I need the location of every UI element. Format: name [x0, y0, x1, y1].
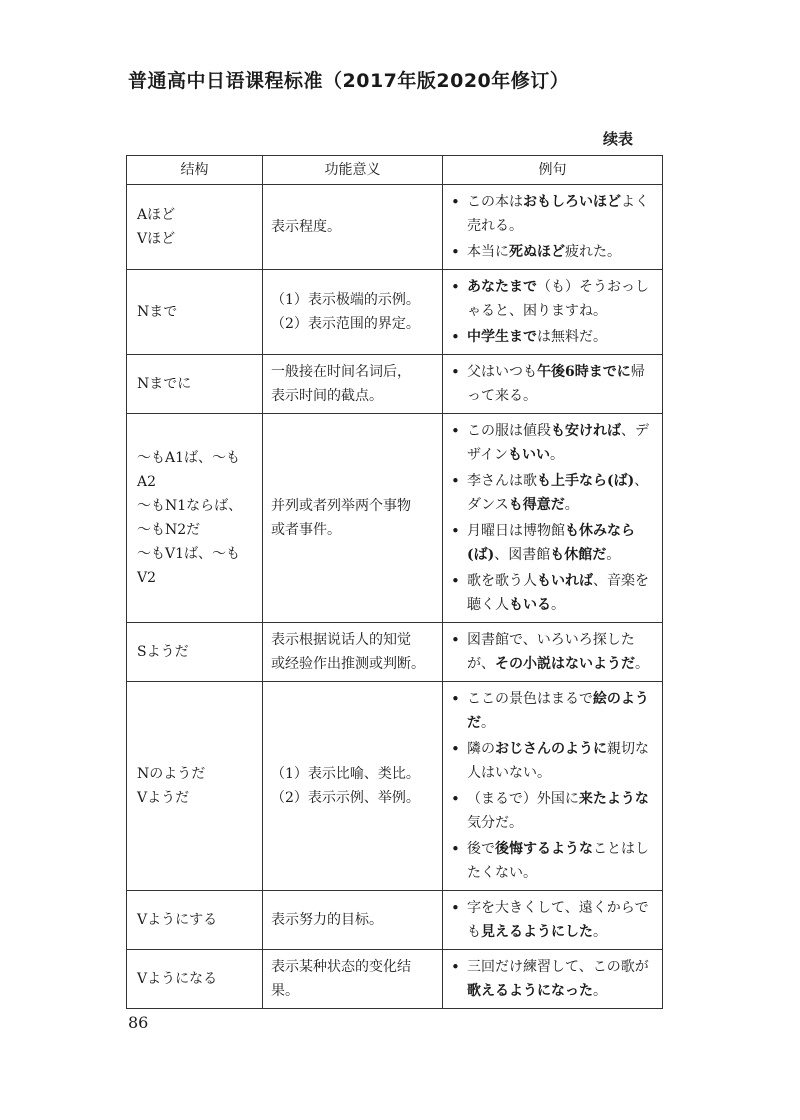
- function-cell: [263, 185, 443, 270]
- structure-cell: [127, 950, 263, 1009]
- example-sentence: [449, 519, 654, 567]
- structure-line: V2: [137, 570, 157, 586]
- example-target-phrase: 絵のようだ: [467, 691, 649, 731]
- function-line: 一般接在时间名词后，: [271, 364, 411, 380]
- example-sentence: [449, 737, 654, 785]
- examples-cell: [443, 185, 663, 270]
- function-cell: [263, 623, 443, 682]
- example-sentence: [449, 419, 654, 467]
- example-target-phrase: あなたまで: [467, 279, 537, 295]
- page-title: 普通高中日语课程标准（2017年版2020年修订）: [128, 70, 570, 92]
- structure-cell: [127, 891, 263, 950]
- function-line: （2）表示示例、举例。: [271, 790, 420, 806]
- example-sentence: [449, 955, 654, 1003]
- structure-line: Sようだ: [137, 644, 189, 660]
- example-target-phrase: 死ぬほど: [509, 244, 565, 260]
- example-sentence: [449, 240, 654, 264]
- examples-cell: [443, 270, 663, 355]
- example-list: [449, 896, 654, 944]
- example-text: は無料だ。: [537, 329, 607, 345]
- example-text: 歌を歌う人: [467, 573, 537, 589]
- structure-line: A2: [137, 474, 157, 490]
- example-sentence: [449, 569, 654, 617]
- structure-line: Vようになる: [137, 971, 218, 987]
- structure-line: Nのようだ: [137, 766, 206, 782]
- example-text: 、デザイン: [467, 423, 649, 463]
- example-text: 。: [550, 447, 565, 463]
- examples-cell: [443, 682, 663, 891]
- column-header-function: 功能意义: [263, 156, 443, 185]
- example-target-phrase: 午後6時までに: [537, 364, 631, 380]
- example-text: 李さんは歌: [467, 473, 537, 489]
- example-text: この本は: [467, 194, 523, 210]
- function-cell: [263, 682, 443, 891]
- function-line: 表示根据说话人的知觉: [271, 632, 411, 648]
- example-target-phrase: も上手なら(ば): [537, 473, 635, 489]
- example-list: [449, 360, 654, 408]
- function-cell: [263, 414, 443, 623]
- example-target-phrase: 見えるようにした: [481, 924, 593, 940]
- example-target-phrase: もいい: [508, 447, 551, 463]
- structure-line: ～もA1ば、～も: [137, 450, 241, 466]
- function-cell: [263, 891, 443, 950]
- table-row: [127, 623, 663, 682]
- example-text: 。: [481, 715, 495, 731]
- structure-line: Vようにする: [137, 912, 218, 928]
- example-sentence: [449, 190, 654, 238]
- examples-cell: [443, 891, 663, 950]
- example-target-phrase: その小説はないようだ: [495, 656, 635, 672]
- table-row: [127, 270, 663, 355]
- example-text: 親切な人はいない。: [467, 741, 649, 781]
- function-cell: [263, 355, 443, 414]
- example-target-phrase: もいる: [509, 597, 551, 613]
- example-text: 本当に: [467, 244, 509, 260]
- structure-line: Aほど: [137, 207, 176, 223]
- example-text: 字を大きくして、遠くからでも: [467, 900, 649, 940]
- example-text: 隣の: [467, 741, 495, 757]
- example-sentence: [449, 687, 654, 735]
- example-target-phrase: おじさんのように: [495, 741, 607, 757]
- example-text: 図書館で、いろいろ探したが、: [467, 632, 635, 672]
- function-line: 表示程度。: [271, 219, 341, 235]
- table-row: [127, 682, 663, 891]
- structure-line: ～もN2だ: [137, 522, 201, 538]
- example-sentence: [449, 469, 654, 517]
- example-list: [449, 628, 654, 676]
- example-target-phrase: も休館だ: [550, 547, 607, 563]
- example-text: 疲れた。: [565, 244, 621, 260]
- example-text: 。: [564, 497, 579, 513]
- function-line: 果。: [271, 983, 299, 999]
- function-line: 或者事件。: [271, 522, 341, 538]
- examples-cell: [443, 414, 663, 623]
- structure-line: Nまで: [137, 304, 178, 320]
- structure-line: Vほど: [137, 231, 176, 247]
- function-line: （1）表示极端的示例。: [271, 292, 420, 308]
- example-text: 、図書館: [494, 547, 551, 563]
- structure-cell: [127, 270, 263, 355]
- example-text: 後で: [467, 841, 495, 857]
- example-text: （も）そうおっしゃると、困りますね。: [467, 279, 649, 319]
- table-row: [127, 355, 663, 414]
- example-sentence: [449, 360, 654, 408]
- example-list: [449, 687, 654, 885]
- example-text: この服は値段: [467, 423, 551, 439]
- example-sentence: [449, 837, 654, 885]
- examples-cell: [443, 355, 663, 414]
- function-line: 表示时间的截点。: [271, 388, 383, 404]
- examples-cell: [443, 950, 663, 1009]
- example-text: 。: [606, 547, 621, 563]
- example-target-phrase: も得意だ: [508, 497, 565, 513]
- table-body: [127, 185, 663, 1009]
- structure-line: ～もV1ば、～も: [137, 546, 241, 562]
- example-list: [449, 419, 654, 617]
- structure-line: Nまでに: [137, 376, 192, 392]
- example-sentence: [449, 896, 654, 944]
- function-line: 表示某种状态的变化结: [271, 959, 411, 975]
- table-row: [127, 891, 663, 950]
- example-text: 気分だ。: [467, 815, 523, 831]
- example-target-phrase: 歌えるようになった: [467, 983, 593, 999]
- example-target-phrase: も休みなら(ば): [467, 523, 635, 563]
- example-text: 。: [635, 656, 649, 672]
- continued-label: 续表: [603, 130, 634, 148]
- example-text: 父はいつも: [467, 364, 537, 380]
- example-target-phrase: 来たような: [578, 791, 649, 807]
- example-target-phrase: 中学生まで: [467, 329, 537, 345]
- example-text: 。: [593, 983, 607, 999]
- example-text: 月曜日は博物館: [467, 523, 565, 539]
- example-target-phrase: も安ければ: [551, 423, 621, 439]
- table-row: [127, 185, 663, 270]
- example-list: [449, 955, 654, 1003]
- example-text: 。: [551, 597, 565, 613]
- example-text: よく売れる。: [467, 194, 649, 234]
- structure-cell: [127, 355, 263, 414]
- example-text: ことはしたくない。: [467, 841, 649, 881]
- table-row: [127, 414, 663, 623]
- structure-cell: [127, 185, 263, 270]
- table-row: [127, 950, 663, 1009]
- example-text: 帰って来る。: [467, 364, 645, 404]
- example-text: 三回だけ練習して、この歌が: [467, 959, 649, 975]
- example-text: （まるで）外国に: [467, 791, 579, 807]
- page-number: 86: [128, 1013, 149, 1032]
- example-text: 、ダンス: [467, 473, 649, 513]
- function-line: （2）表示范围的界定。: [271, 316, 420, 332]
- example-text: 、音楽を聴く人: [467, 573, 649, 613]
- example-list: [449, 190, 654, 264]
- structure-cell: [127, 623, 263, 682]
- structure-cell: [127, 682, 263, 891]
- example-sentence: [449, 275, 654, 323]
- column-header-structure: 结构: [127, 156, 263, 185]
- structure-line: Vようだ: [137, 790, 190, 806]
- example-text: 。: [593, 924, 607, 940]
- table-header-row: [127, 156, 663, 185]
- function-line: 表示努力的目标。: [271, 912, 383, 928]
- structure-line: ～もN1ならば、: [137, 498, 243, 514]
- grammar-table: [126, 155, 663, 1009]
- column-header-examples: 例句: [443, 156, 663, 185]
- example-sentence: [449, 787, 654, 835]
- function-cell: [263, 950, 443, 1009]
- example-sentence: [449, 628, 654, 676]
- example-target-phrase: おもしろいほど: [523, 194, 621, 210]
- example-target-phrase: 後悔するような: [495, 841, 593, 857]
- function-line: （1）表示比喻、类比。: [271, 766, 420, 782]
- example-sentence: [449, 325, 654, 349]
- examples-cell: [443, 623, 663, 682]
- function-line: 并列或者列举两个事物: [271, 498, 411, 514]
- structure-cell: [127, 414, 263, 623]
- example-text: ここの景色はまるで: [467, 691, 593, 707]
- function-line: 或经验作出推测或判断。: [271, 656, 425, 672]
- example-target-phrase: もいれば: [537, 573, 593, 589]
- function-cell: [263, 270, 443, 355]
- example-list: [449, 275, 654, 349]
